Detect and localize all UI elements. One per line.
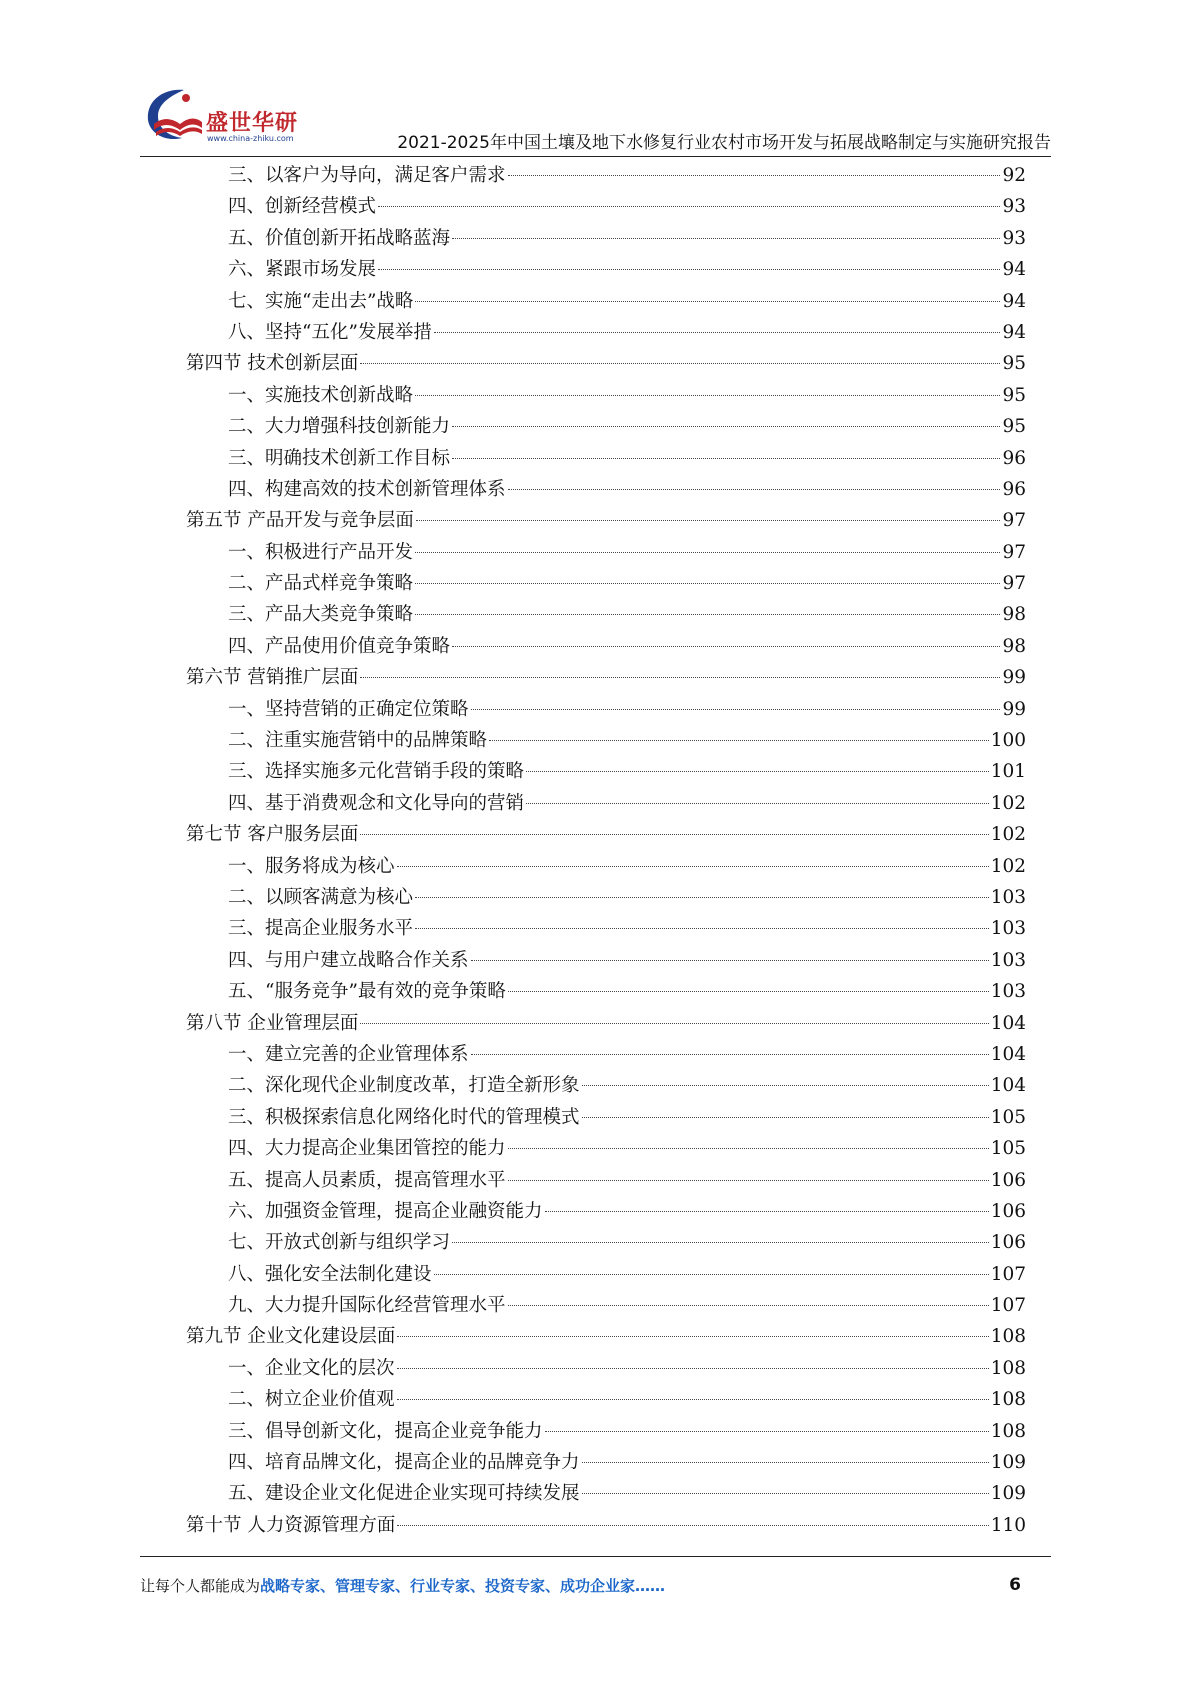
toc-dot-leader [416, 520, 1001, 521]
toc-entry-title: 一、实施技术创新战略 [228, 384, 414, 406]
toc-subsection-row[interactable] [186, 380, 1026, 411]
toc-entry-page: 93 [1002, 227, 1026, 249]
toc-entry-title: 三、明确技术创新工作目标 [228, 447, 451, 469]
toc-subsection-row[interactable] [186, 945, 1026, 976]
toc-section-row[interactable] [186, 348, 1026, 379]
toc-dot-leader [508, 489, 1001, 490]
toc-dot-leader [360, 1023, 988, 1024]
toc-entry-title: 五、提高人员素质，提高管理水平 [228, 1169, 506, 1191]
toc-dot-leader [489, 740, 989, 741]
toc-dot-leader [360, 363, 1000, 364]
toc-entry-title: 七、开放式创新与组织学习 [228, 1232, 451, 1254]
toc-entry-title: 三、积极探索信息化网络化时代的管理模式 [228, 1106, 580, 1128]
toc-dot-leader [582, 1462, 989, 1463]
toc-entry-page: 95 [1002, 353, 1026, 375]
toc-entry-page: 97 [1002, 573, 1026, 595]
toc-entry-page: 104 [990, 1043, 1026, 1065]
footer-slogan: 让每个人都能成为 [140, 1577, 261, 1595]
toc-entry-page: 103 [990, 918, 1026, 940]
toc-entry-title: 四、培育品牌文化，提高企业的品牌竞争力 [228, 1452, 580, 1474]
toc-dot-leader [415, 583, 1000, 584]
toc-dot-leader [415, 552, 1000, 553]
toc-dot-leader [397, 1336, 988, 1337]
toc-subsection-row[interactable] [186, 411, 1026, 442]
toc-dot-leader [415, 897, 989, 898]
toc-entry-page: 107 [990, 1263, 1026, 1285]
toc-entry-title: 四、产品使用价值竞争策略 [228, 635, 451, 657]
toc-entry-title: 第八节 企业管理层面 [186, 1012, 359, 1034]
toc-entry-page: 109 [990, 1483, 1026, 1505]
toc-entry-page: 92 [1002, 165, 1026, 186]
toc-subsection-row[interactable] [186, 191, 1026, 222]
toc-subsection-row[interactable] [186, 1070, 1026, 1101]
toc-entry-page: 101 [990, 761, 1026, 783]
page-header [0, 0, 1191, 160]
toc-dot-leader [471, 1054, 989, 1055]
toc-dot-leader [452, 426, 1000, 427]
toc-dot-leader [508, 1148, 989, 1149]
toc-entry-page: 108 [990, 1326, 1026, 1348]
toc-entry-title: 一、坚持营销的正确定位策略 [228, 698, 469, 720]
page-number: 6 [1009, 1575, 1021, 1595]
toc-subsection-row[interactable] [186, 1353, 1026, 1384]
toc-entry-page: 108 [990, 1420, 1026, 1442]
toc-entry-title: 二、大力增强科技创新能力 [228, 416, 451, 438]
toc-subsection-row[interactable] [186, 1196, 1026, 1227]
toc-subsection-row[interactable] [186, 1478, 1026, 1509]
footer-experts: 战略专家、管理专家、行业专家、投资专家、成功企业家…… [260, 1577, 666, 1595]
toc-entry-page: 108 [990, 1389, 1026, 1411]
toc-entry-title: 四、与用户建立战略合作关系 [228, 949, 469, 971]
toc-entry-page: 95 [1002, 384, 1026, 406]
logo-emblem-icon [140, 84, 204, 146]
toc-dot-leader [452, 238, 1000, 239]
toc-dot-leader [452, 646, 1000, 647]
toc-subsection-row[interactable] [186, 1039, 1026, 1070]
toc-subsection-row[interactable] [186, 725, 1026, 756]
toc-entry-page: 95 [1002, 416, 1026, 438]
toc-entry-title: 二、深化现代企业制度改革，打造全新形象 [228, 1075, 580, 1097]
toc-dot-leader [378, 206, 1000, 207]
toc-dot-leader [471, 960, 989, 961]
toc-dot-leader [397, 866, 989, 867]
toc-subsection-row[interactable] [186, 851, 1026, 882]
toc-entry-page: 98 [1002, 604, 1026, 626]
toc-entry-title: 三、产品大类竞争策略 [228, 604, 414, 626]
toc-dot-leader [582, 1493, 989, 1494]
toc-entry-title: 八、强化安全法制化建设 [228, 1263, 432, 1285]
toc-subsection-row[interactable] [186, 317, 1026, 348]
toc-entry-title: 第九节 企业文化建设层面 [186, 1326, 396, 1348]
toc-entry-title: 五、价值创新开拓战略蓝海 [228, 227, 451, 249]
toc-dot-leader [545, 1431, 989, 1432]
toc-entry-page: 97 [1002, 510, 1026, 532]
toc-subsection-row[interactable] [186, 882, 1026, 913]
toc-entry-page: 99 [1002, 698, 1026, 720]
toc-entry-title: 二、树立企业价值观 [228, 1389, 395, 1411]
toc-subsection-row[interactable] [186, 160, 1026, 191]
toc-entry-title: 一、服务将成为核心 [228, 855, 395, 877]
toc-entry-title: 三、提高企业服务水平 [228, 918, 414, 940]
toc-dot-leader [545, 1211, 989, 1212]
toc-subsection-row[interactable] [186, 1227, 1026, 1258]
toc-dot-leader [452, 1242, 989, 1243]
toc-entry-title: 二、以顾客满意为核心 [228, 886, 414, 908]
toc-entry-title: 九、大力提升国际化经营管理水平 [228, 1295, 506, 1317]
toc-subsection-row[interactable] [186, 631, 1026, 662]
toc-subsection-row[interactable] [186, 1290, 1026, 1321]
toc-entry-title: 三、倡导创新文化，提高企业竞争能力 [228, 1420, 543, 1442]
toc-entry-title: 三、以客户为导向，满足客户需求 [228, 165, 506, 186]
report-title: 2021-2025年中国土壤及地下水修复行业农村市场开发与拓展战略制定与实施研究报告 [397, 133, 1051, 153]
toc-subsection-row[interactable] [186, 537, 1026, 568]
toc-dot-leader [508, 991, 989, 992]
toc-entry-title: 第五节 产品开发与竞争层面 [186, 510, 414, 532]
table-of-contents [186, 160, 1026, 1541]
toc-dot-leader [434, 332, 1001, 333]
toc-entry-page: 110 [990, 1514, 1026, 1536]
toc-subsection-row[interactable] [186, 599, 1026, 630]
toc-subsection-row[interactable] [186, 1165, 1026, 1196]
toc-entry-page: 99 [1002, 667, 1026, 689]
toc-entry-page: 100 [990, 730, 1026, 752]
toc-entry-title: 四、构建高效的技术创新管理体系 [228, 478, 506, 500]
toc-entry-page: 103 [990, 886, 1026, 908]
toc-section-row[interactable] [186, 819, 1026, 850]
toc-subsection-row[interactable] [186, 1259, 1026, 1290]
toc-dot-leader [360, 834, 988, 835]
toc-entry-title: 三、选择实施多元化营销手段的策略 [228, 761, 525, 783]
footer-divider [140, 1556, 1051, 1557]
toc-entry-page: 94 [1002, 259, 1026, 281]
toc-entry-title: 一、建立完善的企业管理体系 [228, 1043, 469, 1065]
toc-dot-leader [582, 1085, 989, 1086]
toc-entry-page: 109 [990, 1452, 1026, 1474]
toc-dot-leader [508, 175, 1001, 176]
toc-dot-leader [415, 395, 1000, 396]
toc-subsection-row[interactable] [186, 443, 1026, 474]
toc-section-row[interactable] [186, 662, 1026, 693]
logo-name: 盛世华研 [206, 111, 299, 136]
toc-dot-leader [582, 1117, 989, 1118]
toc-dot-leader [508, 1305, 989, 1306]
toc-entry-page: 107 [990, 1295, 1026, 1317]
toc-entry-title: 第四节 技术创新层面 [186, 353, 359, 375]
toc-entry-title: 第六节 营销推广层面 [186, 667, 359, 689]
toc-subsection-row[interactable] [186, 1447, 1026, 1478]
toc-dot-leader [378, 269, 1000, 270]
toc-dot-leader [508, 1180, 989, 1181]
toc-entry-title: 六、紧跟市场发展 [228, 259, 377, 281]
toc-section-row[interactable] [186, 1510, 1026, 1541]
toc-entry-page: 97 [1002, 541, 1026, 563]
toc-dot-leader [397, 1525, 988, 1526]
logo-url: www.china-zhiku.com [207, 134, 294, 143]
toc-subsection-row[interactable] [186, 913, 1026, 944]
toc-entry-title: 第七节 客户服务层面 [186, 824, 359, 846]
toc-subsection-row[interactable] [186, 976, 1026, 1007]
toc-entry-title: 二、注重实施营销中的品牌策略 [228, 730, 488, 752]
toc-section-row[interactable] [186, 1008, 1026, 1039]
toc-entry-title: 第十节 人力资源管理方面 [186, 1514, 396, 1536]
toc-subsection-row[interactable] [186, 568, 1026, 599]
toc-entry-title: 八、坚持“五化”发展举措 [228, 321, 432, 343]
toc-entry-page: 102 [990, 824, 1026, 846]
toc-entry-title: 五、建设企业文化促进企业实现可持续发展 [228, 1483, 580, 1505]
toc-entry-page: 102 [990, 855, 1026, 877]
toc-dot-leader [397, 1399, 989, 1400]
header-divider [140, 156, 1051, 157]
toc-dot-leader [452, 458, 1000, 459]
toc-entry-title: 六、加强资金管理，提高企业融资能力 [228, 1200, 543, 1222]
toc-entry-page: 108 [990, 1357, 1026, 1379]
toc-subsection-row[interactable] [186, 286, 1026, 317]
toc-subsection-row[interactable] [186, 1102, 1026, 1133]
toc-entry-page: 104 [990, 1075, 1026, 1097]
toc-dot-leader [415, 614, 1000, 615]
toc-entry-page: 106 [990, 1169, 1026, 1191]
toc-entry-page: 94 [1002, 321, 1026, 343]
toc-entry-page: 104 [990, 1012, 1026, 1034]
toc-entry-title: 一、企业文化的层次 [228, 1357, 395, 1379]
toc-subsection-row[interactable] [186, 1133, 1026, 1164]
toc-dot-leader [360, 677, 1000, 678]
toc-entry-page: 106 [990, 1232, 1026, 1254]
toc-dot-leader [397, 1368, 989, 1369]
toc-entry-title: 一、积极进行产品开发 [228, 541, 414, 563]
toc-entry-title: 五、“服务竞争”最有效的竞争策略 [228, 981, 506, 1003]
page-footer [140, 1575, 1051, 1596]
toc-dot-leader [471, 709, 1001, 710]
toc-entry-page: 105 [990, 1138, 1026, 1160]
toc-dot-leader [526, 771, 989, 772]
toc-subsection-row[interactable] [186, 223, 1026, 254]
toc-entry-page: 94 [1002, 290, 1026, 312]
toc-entry-page: 96 [1002, 478, 1026, 500]
toc-subsection-row[interactable] [186, 756, 1026, 787]
toc-dot-leader [415, 928, 989, 929]
toc-entry-page: 103 [990, 981, 1026, 1003]
toc-dot-leader [415, 301, 1000, 302]
toc-subsection-row[interactable] [186, 474, 1026, 505]
toc-entry-page: 102 [990, 792, 1026, 814]
toc-entry-page: 103 [990, 949, 1026, 971]
toc-subsection-row[interactable] [186, 788, 1026, 819]
toc-dot-leader [434, 1274, 989, 1275]
toc-entry-title: 四、基于消费观念和文化导向的营销 [228, 792, 525, 814]
toc-entry-title: 四、大力提高企业集团管控的能力 [228, 1138, 506, 1160]
toc-dot-leader [526, 803, 989, 804]
toc-entry-title: 七、实施“走出去”战略 [228, 290, 414, 312]
toc-subsection-row[interactable] [186, 1384, 1026, 1415]
toc-subsection-row[interactable] [186, 694, 1026, 725]
toc-section-row[interactable] [186, 505, 1026, 536]
company-logo [140, 84, 310, 146]
toc-section-row[interactable] [186, 1321, 1026, 1352]
toc-entry-page: 105 [990, 1106, 1026, 1128]
toc-entry-page: 93 [1002, 196, 1026, 218]
toc-entry-page: 106 [990, 1200, 1026, 1222]
toc-entry-page: 98 [1002, 635, 1026, 657]
toc-entry-page: 96 [1002, 447, 1026, 469]
toc-entry-title: 二、产品式样竞争策略 [228, 573, 414, 595]
toc-entry-title: 四、创新经营模式 [228, 196, 377, 218]
toc-subsection-row[interactable] [186, 254, 1026, 285]
toc-subsection-row[interactable] [186, 1416, 1026, 1447]
